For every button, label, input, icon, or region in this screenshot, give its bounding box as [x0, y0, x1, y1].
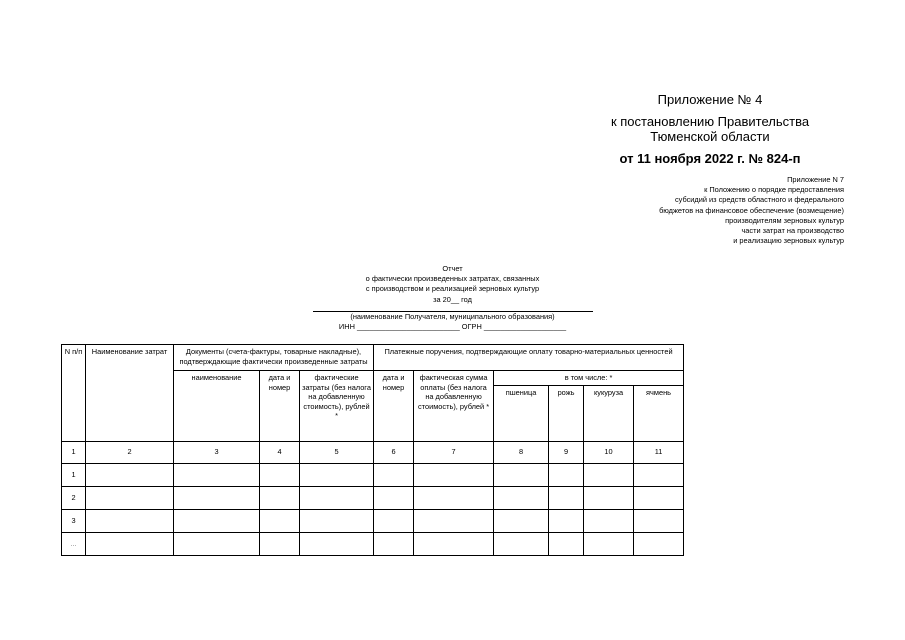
appendix-reference	[560, 114, 860, 144]
column-number: 2	[86, 441, 174, 463]
column-number: 10	[584, 441, 634, 463]
header-documents: Документы (счета-фактуры, товарные накладные), подтверждающие фактически произведенные затраты	[174, 345, 374, 371]
table-cell	[414, 532, 494, 555]
header-corn: кукуруза	[584, 385, 634, 441]
table-cell	[374, 532, 414, 555]
table-cell	[260, 463, 300, 486]
table-cell	[300, 486, 374, 509]
appendix-title: Приложение № 4	[657, 92, 763, 107]
report-year-line: за 20__ год	[433, 294, 472, 304]
table-cell	[549, 509, 584, 532]
column-number: 6	[374, 441, 414, 463]
costs-table	[61, 344, 684, 556]
table-cell	[414, 463, 494, 486]
table-cell	[414, 509, 494, 532]
header-payments: Платежные поручения, подтверждающие оплату товарно-материальных ценностей	[374, 345, 684, 371]
header-cost-name: Наименование затрат	[86, 345, 174, 442]
table-cell	[494, 486, 549, 509]
table-cell	[174, 463, 260, 486]
table-cell	[374, 463, 414, 486]
inn-ogrn-line: ИНН _________________________ ОГРН ____________________	[338, 322, 567, 331]
sub-appendix-line: к Положению о порядке предоставления	[704, 185, 844, 195]
header-rye: рожь	[549, 385, 584, 441]
table-cell	[86, 463, 174, 486]
sub-appendix-line: части затрат на производство	[741, 226, 844, 236]
header-doc-cost: фактические затраты (без налога на добавленную стоимость), рублей *	[300, 371, 374, 442]
table-cell	[174, 532, 260, 555]
header-including: в том числе: *	[494, 371, 684, 386]
appendix-ref-line1: к постановлению Правительства	[610, 114, 810, 129]
sub-appendix-line: субсидий из средств областного и федерального	[674, 195, 844, 205]
table-cell	[494, 509, 549, 532]
table-cell	[634, 463, 684, 486]
column-number: 9	[549, 441, 584, 463]
header-doc-date: дата и номер	[260, 371, 300, 442]
table-row	[62, 463, 684, 486]
report-title: Отчет	[442, 264, 463, 273]
table-cell	[584, 532, 634, 555]
table-cell	[300, 463, 374, 486]
table-cell	[634, 532, 684, 555]
table-row	[62, 532, 684, 555]
table-cell	[260, 509, 300, 532]
row-number: ...	[62, 532, 86, 555]
table-cell	[634, 486, 684, 509]
sub-appendix-line: Приложение N 7	[787, 175, 844, 184]
report-line: о фактически произведенных затратах, связанных	[365, 274, 540, 284]
table-cell	[494, 463, 549, 486]
table-cell	[86, 532, 174, 555]
sub-appendix-block	[584, 175, 844, 246]
table-cell	[86, 486, 174, 509]
column-number: 1	[62, 441, 86, 463]
header-doc-name: наименование	[174, 371, 260, 442]
table-cell	[260, 532, 300, 555]
table-cell	[549, 463, 584, 486]
recipient-caption: (наименование Получателя, муниципального образования)	[350, 312, 555, 321]
table-cell	[174, 486, 260, 509]
table-cell	[584, 463, 634, 486]
column-number: 3	[174, 441, 260, 463]
column-number: 7	[414, 441, 494, 463]
table-cell	[174, 509, 260, 532]
table-cell	[549, 532, 584, 555]
sub-appendix-line: производителям зерновых культур	[725, 215, 844, 225]
table-row	[62, 509, 684, 532]
header-pay-date: дата и номер	[374, 371, 414, 442]
report-heading	[300, 264, 605, 305]
appendix-date: от 11 ноября 2022 г. № 824-п	[619, 151, 801, 166]
table-cell	[374, 509, 414, 532]
table-cell	[584, 509, 634, 532]
column-number: 8	[494, 441, 549, 463]
table-cell	[374, 486, 414, 509]
table-cell	[260, 486, 300, 509]
header-barley: ячмень	[634, 385, 684, 441]
header-pay-sum: фактическая сумма оплаты (без налога на добавленную стоимость), рублей *	[414, 371, 494, 442]
sub-appendix-line: бюджетов на финансовое обеспечение (возмещение)	[659, 205, 844, 215]
row-number: 1	[62, 463, 86, 486]
row-number: 3	[62, 509, 86, 532]
table-cell	[414, 486, 494, 509]
appendix-ref-line2: Тюменской области	[650, 129, 770, 144]
table-cell	[86, 509, 174, 532]
column-number: 4	[260, 441, 300, 463]
column-number: 5	[300, 441, 374, 463]
header-num: N п/п	[62, 345, 86, 442]
table-cell	[494, 532, 549, 555]
table-cell	[634, 509, 684, 532]
table-cell	[300, 532, 374, 555]
report-line: с производством и реализацией зерновых культур	[365, 284, 540, 294]
table-cell	[584, 486, 634, 509]
header-wheat: пшеница	[494, 385, 549, 441]
table-cell	[549, 486, 584, 509]
row-number: 2	[62, 486, 86, 509]
column-number: 11	[634, 441, 684, 463]
table-cell	[300, 509, 374, 532]
sub-appendix-line: и реализацию зерновых культур	[733, 236, 844, 246]
table-row	[62, 486, 684, 509]
